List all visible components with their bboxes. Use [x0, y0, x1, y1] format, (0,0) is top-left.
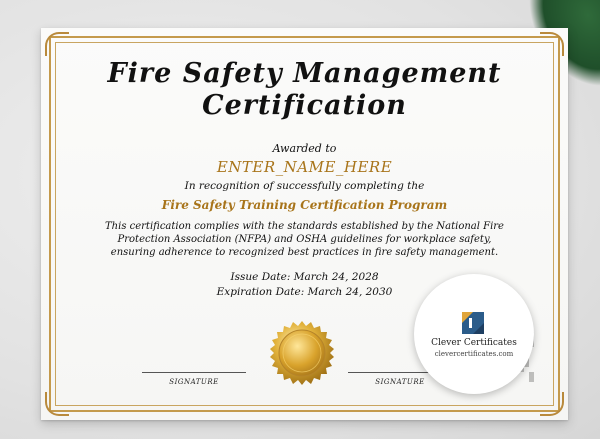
corner-ornament-top-left: [45, 32, 69, 56]
corner-ornament-bottom-left: [45, 392, 69, 416]
title-line-2: Certification: [202, 90, 407, 121]
program-name: Fire Safety Training Certification Program: [161, 198, 448, 212]
gold-seal-icon: [269, 320, 335, 386]
watermark-url: clevercertificates.com: [434, 350, 514, 358]
recipient-name: ENTER_NAME_HERE: [216, 158, 393, 176]
certificate-title: [41, 58, 568, 122]
signature-label-left: SIGNATURE: [169, 378, 219, 386]
corner-ornament-top-right: [540, 32, 564, 56]
issue-date: Issue Date: March 24, 2028: [230, 271, 379, 283]
title-line-1: Fire Safety Management: [107, 58, 502, 89]
signature-label-right: SIGNATURE: [375, 378, 425, 386]
certification-description: This certification complies with the standards established by the National Fire Protection Association (NFPA) and OSHA guidelines for workplace safety, ensuring adherence to recognized best practices in fire safety management.: [105, 221, 504, 258]
watermark-brand: Clever Certificates: [431, 338, 517, 348]
signature-line-left: [142, 372, 246, 373]
recognition-text: In recognition of successfully completing the: [184, 180, 425, 192]
corner-ornament-bottom-right: [540, 392, 564, 416]
clever-certificates-watermark: [414, 274, 534, 394]
clever-certificates-logo-icon: [462, 312, 484, 334]
expiration-date: Expiration Date: March 24, 2030: [216, 286, 393, 298]
awarded-to-label: Awarded to: [272, 142, 337, 155]
